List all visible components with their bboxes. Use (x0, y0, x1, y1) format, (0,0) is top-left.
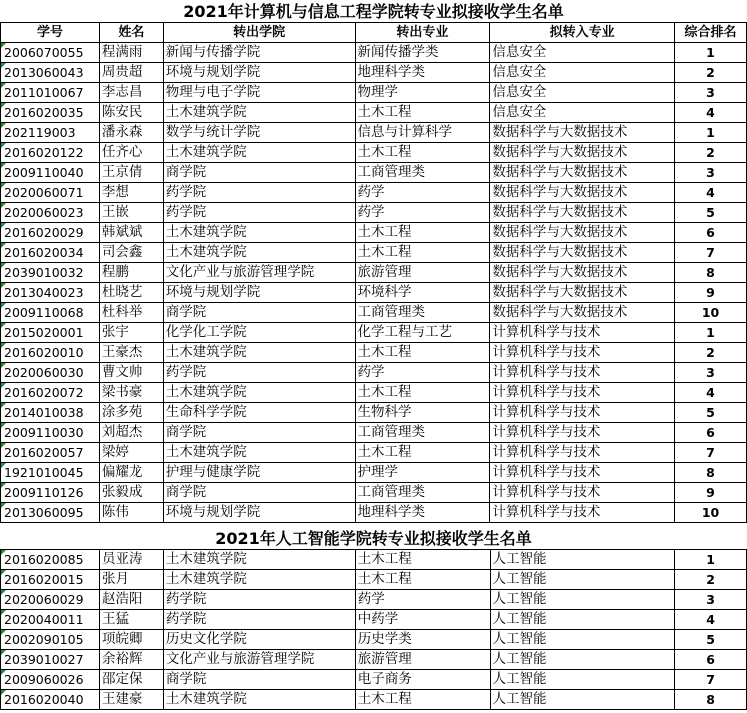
rank-cell: 1 (675, 43, 747, 63)
from-college-cell: 文化产业与旅游管理学院 (163, 650, 355, 670)
student-id-cell: 202119003 (1, 123, 100, 143)
table-row (1, 550, 747, 570)
student-id-cell: 2013060095 (1, 503, 100, 523)
table-row (1, 283, 747, 303)
from-major-cell: 物理学 (355, 83, 490, 103)
student-name-cell: 程满雨 (99, 43, 163, 63)
student-id-cell: 2009060026 (1, 670, 100, 690)
from-college-cell: 药学院 (163, 183, 355, 203)
table-row (1, 203, 747, 223)
rank-cell: 7 (675, 443, 747, 463)
student-id-cell: 2020060071 (1, 183, 100, 203)
from-college-cell: 环境与规划学院 (163, 503, 355, 523)
from-college-cell: 数学与统计学院 (163, 123, 355, 143)
from-college-cell: 土木建筑学院 (163, 243, 355, 263)
to-major-cell: 信息安全 (490, 83, 675, 103)
student-name-cell: 李想 (99, 183, 163, 203)
student-name-cell: 陈伟 (99, 503, 163, 523)
rank-cell: 8 (675, 263, 747, 283)
from-college-cell: 环境与规划学院 (163, 283, 355, 303)
from-major-cell: 化学工程与工艺 (355, 323, 490, 343)
table-row (1, 183, 747, 203)
from-college-cell: 土木建筑学院 (163, 103, 355, 123)
table-row (1, 123, 747, 143)
student-id-cell: 2002090105 (1, 630, 100, 650)
student-name-cell: 王嵌 (99, 203, 163, 223)
from-major-cell: 土木工程 (355, 343, 490, 363)
to-major-cell: 数据科学与大数据技术 (490, 243, 675, 263)
student-name-cell: 邵定保 (99, 670, 163, 690)
table-row (1, 443, 747, 463)
to-major-cell: 数据科学与大数据技术 (490, 203, 675, 223)
from-college-cell: 历史文化学院 (163, 630, 355, 650)
to-major-cell: 数据科学与大数据技术 (490, 123, 675, 143)
student-name-cell: 张毅成 (99, 483, 163, 503)
rank-cell: 3 (675, 163, 747, 183)
from-major-cell: 历史学类 (355, 630, 490, 650)
student-id-cell: 2016020085 (1, 550, 100, 570)
from-major-cell: 地理科学类 (355, 63, 490, 83)
rank-cell: 4 (675, 383, 747, 403)
student-id-cell: 2016020015 (1, 570, 100, 590)
student-id-cell: 2009110126 (1, 483, 100, 503)
table-row (1, 383, 747, 403)
from-college-cell: 土木建筑学院 (163, 383, 355, 403)
student-id-cell: 2013040023 (1, 283, 100, 303)
from-college-cell: 新闻与传播学院 (163, 43, 355, 63)
student-name-cell: 梁书豪 (99, 383, 163, 403)
to-major-cell: 计算机科学与技术 (490, 383, 675, 403)
student-id-cell: 2016020057 (1, 443, 100, 463)
rank-cell: 9 (675, 283, 747, 303)
from-college-cell: 药学院 (163, 363, 355, 383)
table-row (1, 690, 747, 710)
header-from-college: 转出学院 (163, 23, 355, 43)
from-major-cell: 土木工程 (355, 690, 490, 710)
student-name-cell: 余裕辉 (99, 650, 163, 670)
from-major-cell: 旅游管理 (355, 650, 490, 670)
from-college-cell: 土木建筑学院 (163, 223, 355, 243)
rank-cell: 1 (675, 123, 747, 143)
table-row (1, 650, 747, 670)
from-college-cell: 商学院 (163, 670, 355, 690)
from-major-cell: 土木工程 (355, 383, 490, 403)
student-id-cell: 1921010045 (1, 463, 100, 483)
rank-cell: 4 (675, 103, 747, 123)
to-major-cell: 数据科学与大数据技术 (490, 223, 675, 243)
table-row (1, 610, 747, 630)
student-name-cell: 王建豪 (99, 690, 163, 710)
table-row (1, 163, 747, 183)
from-major-cell: 中药学 (355, 610, 490, 630)
student-name-cell: 任齐心 (99, 143, 163, 163)
to-major-cell: 人工智能 (490, 570, 675, 590)
student-id-cell: 2009110040 (1, 163, 100, 183)
from-major-cell: 环境科学 (355, 283, 490, 303)
student-id-cell: 2013060043 (1, 63, 100, 83)
rank-cell: 2 (675, 570, 747, 590)
header-from-major: 转出专业 (355, 23, 490, 43)
rank-cell: 7 (675, 670, 747, 690)
rank-cell: 3 (675, 363, 747, 383)
from-major-cell: 信息与计算科学 (355, 123, 490, 143)
to-major-cell: 人工智能 (490, 610, 675, 630)
table-row (1, 590, 747, 610)
student-id-cell: 2011010067 (1, 83, 100, 103)
table-row (1, 630, 747, 650)
rank-cell: 1 (675, 323, 747, 343)
student-id-cell: 2020060023 (1, 203, 100, 223)
rank-cell: 3 (675, 83, 747, 103)
to-major-cell: 计算机科学与技术 (490, 403, 675, 423)
student-id-cell: 2020060029 (1, 590, 100, 610)
rank-cell: 5 (675, 403, 747, 423)
student-name-cell: 司会鑫 (99, 243, 163, 263)
from-college-cell: 药学院 (163, 610, 355, 630)
student-name-cell: 项皖卿 (99, 630, 163, 650)
from-college-cell: 土木建筑学院 (163, 443, 355, 463)
rank-cell: 2 (675, 343, 747, 363)
to-major-cell: 人工智能 (490, 630, 675, 650)
student-name-cell: 梁婷 (99, 443, 163, 463)
from-major-cell: 土木工程 (355, 223, 490, 243)
from-major-cell: 药学 (355, 203, 490, 223)
to-major-cell: 人工智能 (490, 550, 675, 570)
from-major-cell: 电子商务 (355, 670, 490, 690)
from-major-cell: 工商管理类 (355, 163, 490, 183)
rank-cell: 5 (675, 203, 747, 223)
table-row (1, 503, 747, 523)
student-id-cell: 2016020034 (1, 243, 100, 263)
from-college-cell: 护理与健康学院 (163, 463, 355, 483)
student-name-cell: 偏耀龙 (99, 463, 163, 483)
to-major-cell: 信息安全 (490, 103, 675, 123)
to-major-cell: 数据科学与大数据技术 (490, 283, 675, 303)
from-college-cell: 商学院 (163, 303, 355, 323)
to-major-cell: 计算机科学与技术 (490, 503, 675, 523)
rank-cell: 6 (675, 650, 747, 670)
student-id-cell: 2016020072 (1, 383, 100, 403)
table-row (1, 63, 747, 83)
student-id-cell: 2016020010 (1, 343, 100, 363)
table-row (1, 403, 747, 423)
rank-cell: 10 (675, 503, 747, 523)
student-name-cell: 韩斌斌 (99, 223, 163, 243)
student-name-cell: 杜晓艺 (99, 283, 163, 303)
from-major-cell: 工商管理类 (355, 483, 490, 503)
to-major-cell: 人工智能 (490, 690, 675, 710)
rank-cell: 4 (675, 610, 747, 630)
from-college-cell: 药学院 (163, 203, 355, 223)
from-major-cell: 地理科学类 (355, 503, 490, 523)
student-name-cell: 杜科举 (99, 303, 163, 323)
student-id-cell: 2015020001 (1, 323, 100, 343)
rank-cell: 6 (675, 223, 747, 243)
student-id-cell: 2016020040 (1, 690, 100, 710)
rank-cell: 9 (675, 483, 747, 503)
to-major-cell: 计算机科学与技术 (490, 423, 675, 443)
ai-admission-table (0, 529, 747, 710)
student-name-cell: 曹文帅 (99, 363, 163, 383)
from-major-cell: 护理学 (355, 463, 490, 483)
rank-cell: 10 (675, 303, 747, 323)
from-college-cell: 土木建筑学院 (163, 343, 355, 363)
student-name-cell: 刘超杰 (99, 423, 163, 443)
from-major-cell: 土木工程 (355, 143, 490, 163)
from-college-cell: 药学院 (163, 590, 355, 610)
to-major-cell: 数据科学与大数据技术 (490, 183, 675, 203)
student-name-cell: 潘永森 (99, 123, 163, 143)
table-row (1, 363, 747, 383)
student-name-cell: 王豪杰 (99, 343, 163, 363)
rank-cell: 3 (675, 590, 747, 610)
student-id-cell: 2039010032 (1, 263, 100, 283)
header-to-major: 拟转入专业 (490, 23, 675, 43)
table-row (1, 343, 747, 363)
table-row (1, 303, 747, 323)
from-major-cell: 土木工程 (355, 570, 490, 590)
table-row (1, 463, 747, 483)
table-row (1, 103, 747, 123)
table-row (1, 670, 747, 690)
table-row (1, 143, 747, 163)
from-major-cell: 生物科学 (355, 403, 490, 423)
from-major-cell: 土木工程 (355, 443, 490, 463)
student-id-cell: 2016020035 (1, 103, 100, 123)
to-major-cell: 计算机科学与技术 (490, 443, 675, 463)
from-college-cell: 文化产业与旅游管理学院 (163, 263, 355, 283)
table-row (1, 483, 747, 503)
to-major-cell: 计算机科学与技术 (490, 363, 675, 383)
from-college-cell: 土木建筑学院 (163, 550, 355, 570)
student-name-cell: 程鹏 (99, 263, 163, 283)
student-id-cell: 2020060030 (1, 363, 100, 383)
student-name-cell: 周贵超 (99, 63, 163, 83)
student-name-cell: 员亚涛 (99, 550, 163, 570)
from-major-cell: 工商管理类 (355, 423, 490, 443)
from-college-cell: 土木建筑学院 (163, 570, 355, 590)
student-id-cell: 2009110068 (1, 303, 100, 323)
to-major-cell: 信息安全 (490, 63, 675, 83)
student-name-cell: 李志昌 (99, 83, 163, 103)
student-id-cell: 2009110030 (1, 423, 100, 443)
to-major-cell: 数据科学与大数据技术 (490, 303, 675, 323)
from-major-cell: 旅游管理 (355, 263, 490, 283)
from-college-cell: 化学化工学院 (163, 323, 355, 343)
to-major-cell: 人工智能 (490, 590, 675, 610)
from-college-cell: 商学院 (163, 423, 355, 443)
rank-cell: 5 (675, 630, 747, 650)
from-major-cell: 药学 (355, 363, 490, 383)
to-major-cell: 数据科学与大数据技术 (490, 143, 675, 163)
from-major-cell: 土木工程 (355, 550, 490, 570)
from-major-cell: 土木工程 (355, 103, 490, 123)
student-name-cell: 张宇 (99, 323, 163, 343)
to-major-cell: 人工智能 (490, 670, 675, 690)
rank-cell: 6 (675, 423, 747, 443)
rank-cell: 1 (675, 550, 747, 570)
table-row (1, 423, 747, 443)
header-student-id: 学号 (1, 23, 100, 43)
to-major-cell: 人工智能 (490, 650, 675, 670)
rank-cell: 2 (675, 143, 747, 163)
from-college-cell: 物理与电子学院 (163, 83, 355, 103)
student-id-cell: 2020040011 (1, 610, 100, 630)
from-college-cell: 土木建筑学院 (163, 143, 355, 163)
from-college-cell: 土木建筑学院 (163, 690, 355, 710)
from-college-cell: 商学院 (163, 163, 355, 183)
to-major-cell: 计算机科学与技术 (490, 463, 675, 483)
section1-title: 2021年计算机与信息工程学院转专业拟接收学生名单 (183, 2, 564, 21)
student-name-cell: 张月 (99, 570, 163, 590)
student-name-cell: 赵浩阳 (99, 590, 163, 610)
student-id-cell: 2039010027 (1, 650, 100, 670)
to-major-cell: 计算机科学与技术 (490, 343, 675, 363)
student-id-cell: 2016020029 (1, 223, 100, 243)
to-major-cell: 计算机科学与技术 (490, 483, 675, 503)
header-row (1, 23, 747, 43)
header-name: 姓名 (99, 23, 163, 43)
table-row (1, 570, 747, 590)
student-name-cell: 王猛 (99, 610, 163, 630)
table-row (1, 243, 747, 263)
from-major-cell: 新闻传播学类 (355, 43, 490, 63)
rank-cell: 4 (675, 183, 747, 203)
header-rank: 综合排名 (675, 23, 747, 43)
student-name-cell: 陈安民 (99, 103, 163, 123)
from-major-cell: 药学 (355, 590, 490, 610)
from-major-cell: 土木工程 (355, 243, 490, 263)
student-name-cell: 王京倩 (99, 163, 163, 183)
table-row (1, 43, 747, 63)
section2-title: 2021年人工智能学院转专业拟接收学生名单 (215, 529, 532, 548)
cs-admission-table (0, 2, 747, 523)
table-row (1, 83, 747, 103)
to-major-cell: 数据科学与大数据技术 (490, 163, 675, 183)
table-row (1, 263, 747, 283)
to-major-cell: 计算机科学与技术 (490, 323, 675, 343)
rank-cell: 8 (675, 463, 747, 483)
to-major-cell: 数据科学与大数据技术 (490, 263, 675, 283)
rank-cell: 7 (675, 243, 747, 263)
from-major-cell: 药学 (355, 183, 490, 203)
student-id-cell: 2014010038 (1, 403, 100, 423)
table-row (1, 223, 747, 243)
to-major-cell: 信息安全 (490, 43, 675, 63)
rank-cell: 8 (675, 690, 747, 710)
from-college-cell: 环境与规划学院 (163, 63, 355, 83)
from-college-cell: 商学院 (163, 483, 355, 503)
rank-cell: 2 (675, 63, 747, 83)
student-name-cell: 涂多苑 (99, 403, 163, 423)
table-row (1, 323, 747, 343)
student-id-cell: 2006070055 (1, 43, 100, 63)
from-major-cell: 工商管理类 (355, 303, 490, 323)
from-college-cell: 生命科学学院 (163, 403, 355, 423)
student-id-cell: 2016020122 (1, 143, 100, 163)
